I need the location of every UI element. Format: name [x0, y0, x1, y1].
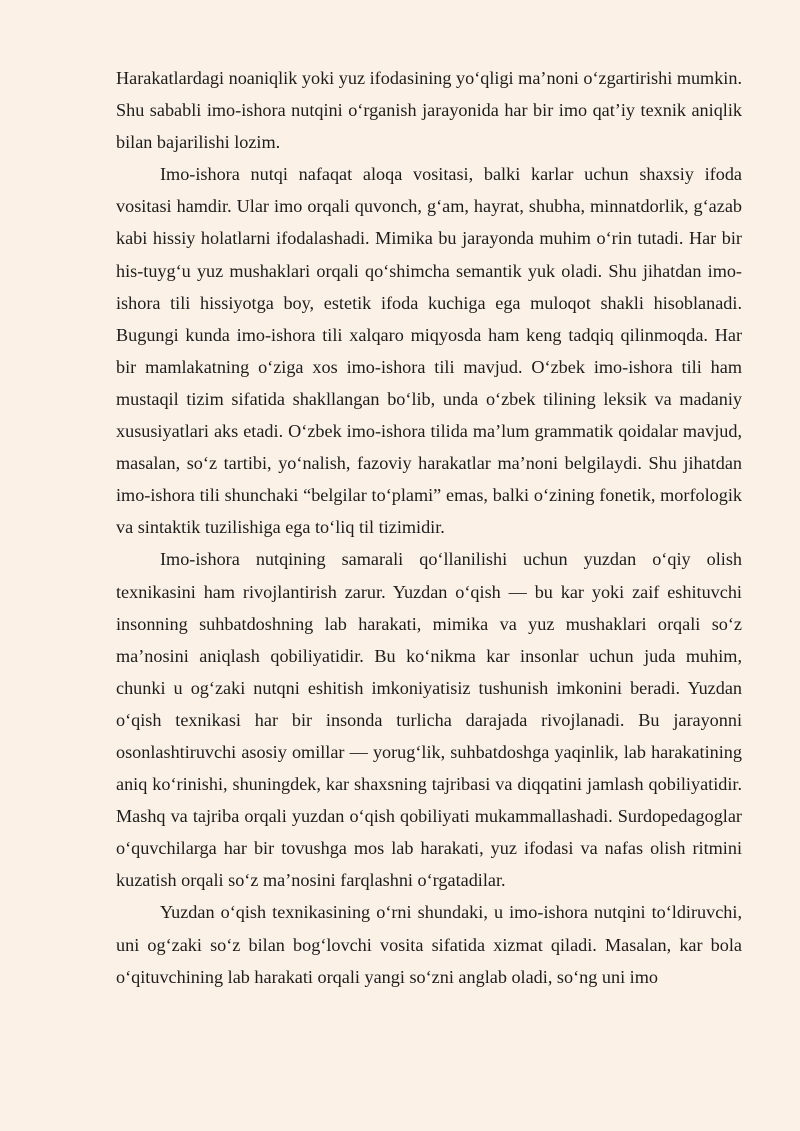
paragraph-sign-language-expression: Imo-ishora nutqi nafaqat aloqa vositasi, balki karlar uchun shaxsiy ifoda vositasi hamdir. Ular imo orqali quvonch, g‘am, hayrat, shubha, minnatdorlik, g‘azab kabi hissiy holatlarni ifodalashadi. Mimika bu jarayonda muhim o‘rin tutadi. Har bir his-tuyg‘u yuz mushaklari orqali qo‘shimcha semantik yuk oladi. Shu jihatdan imo-ishora tili hissiyotga boy, estetik ifoda kuchiga ega muloqot shakli hisoblanadi. Bugungi kunda imo-ishora tili xalqaro miqyosda ham keng tadqiq qilinmoqda. Har bir mamlakatning o‘ziga xos imo-ishora tili mavjud. O‘zbek imo-ishora tili ham mustaqil tizim sifatida shakllangan bo‘lib, unda o‘zbek tilining leksik va madaniy xususiyatlari aks etadi. O‘zbek imo-ishora tilida ma’lum grammatik qoidalar mavjud, masalan, so‘z tartibi, yo‘nalish, fazoviy harakatlar ma’noni belgilaydi. Shu jihatdan imo-ishora tili shunchaki “belgilar to‘plami” emas, balki o‘zining fonetik, morfologik va sintaktik tuzilishiga ega to‘liq til tizimidir. [116, 164, 742, 538]
paragraph-lip-reading: Imo-ishora nutqining samarali qo‘llanilishi uchun yuzdan o‘qiy olish texnikasini ham rivojlantirish zarur. Yuzdan o‘qish — bu kar yoki zaif eshituvchi insonning suhbatdoshning lab harakati, mimika va yuz mushaklari orqali so‘z ma’nosini aniqlash qobiliyatidir. Bu ko‘nikma kar insonlar uchun juda muhim, chunki u og‘zaki nutqni eshitish imkoniyatisiz tushunish imkonini beradi. Yuzdan o‘qish texnikasi har bir insonda turlicha darajada rivojlanadi. Bu jarayonni osonlashtiruvchi asosiy omillar — yorug‘lik, suhbatdoshga yaqinlik, lab harakatining aniq ko‘rinishi, shuningdek, kar shaxsning tajribasi va diqqatini jamlash qobiliyatidir. Mashq va tajriba orqali yuzdan o‘qish qobiliyati mukammallashadi. Surdopedagoglar o‘quvchilarga har bir tovushga mos lab harakati, yuz ifodasi va nafas olish ritmini kuzatish orqali so‘z ma’nosini farqlashni o‘rgatadilar. [116, 549, 742, 891]
paragraph-continuation: Harakatlardagi noaniqlik yoki yuz ifodasining yo‘qligi ma’noni o‘zgartirishi mumkin. Shu sababli imo-ishora nutqini o‘rganish jarayonida har bir imo qat’iy texnik aniqlik bilan bajarilishi lozim. [116, 68, 742, 153]
paragraph-lip-reading-role: Yuzdan o‘qish texnikasining o‘rni shundaki, u imo-ishora nutqini to‘ldiruvchi, uni og‘zaki so‘z bilan bog‘lovchi vosita sifatida xizmat qiladi. Masalan, kar bola o‘qituvchining lab harakati orqali yangi so‘zni anglab oladi, so‘ng uni imo [116, 902, 742, 987]
